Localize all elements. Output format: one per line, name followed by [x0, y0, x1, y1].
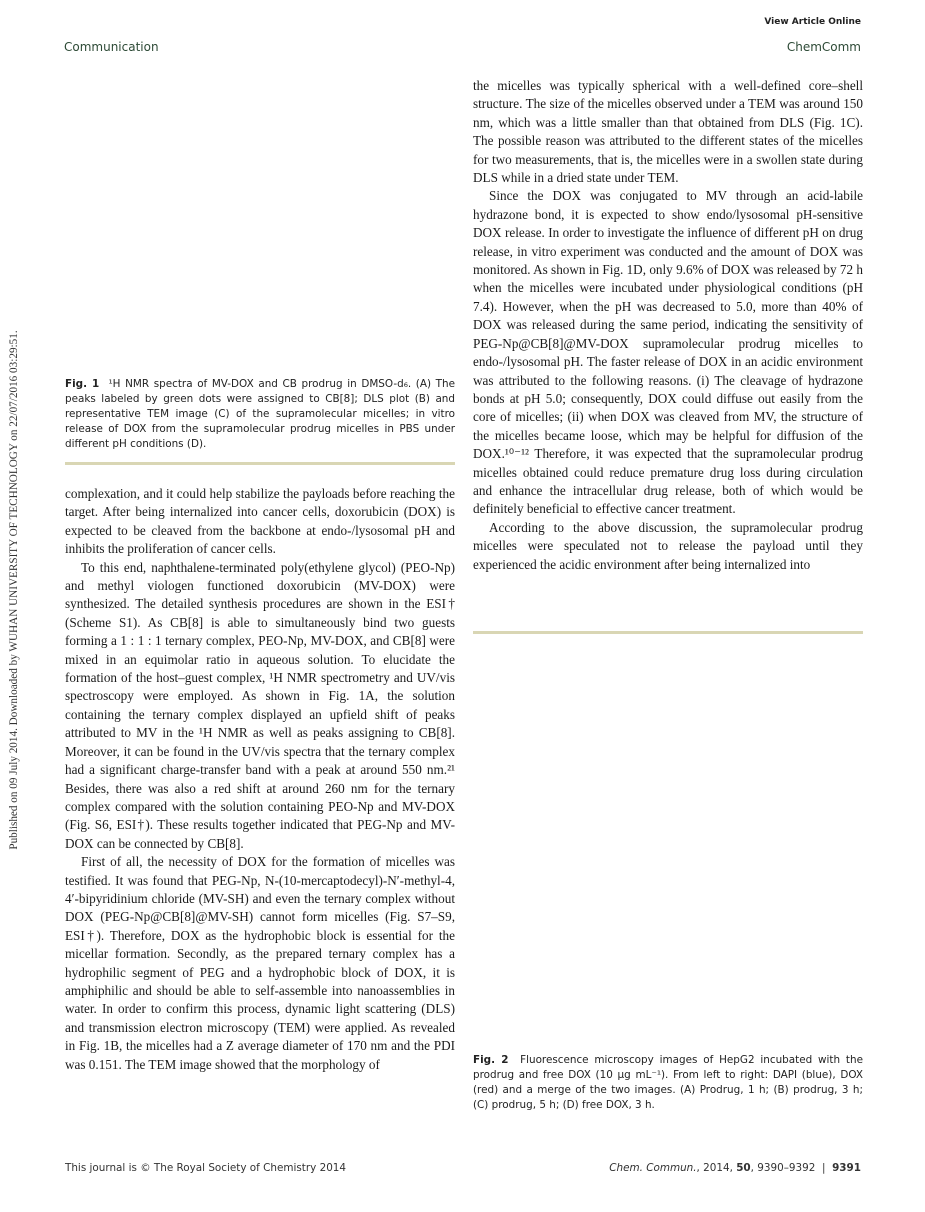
footer-copyright: This journal is © The Royal Society of Chemistry 2014 [65, 1162, 347, 1174]
pages: , 9390–9392 | [750, 1162, 833, 1174]
paragraph: First of all, the necessity of DOX for the formation of micelles was testified. It was found that PEG-Np, N-(10-mercaptodecyl)-N′-methyl-4, 4′-bipyridinium chloride (MV-SH) and even the ternary complex without DOX (PEG-Np@CB[8]@MV-SH) cannot form micelles (Fig. S7–S9, ESI†). Therefore, DOX as the hydrophobic block is essential for the micellar formation. Secondly, as the prepared ternary complex has a hydrophilic segment of PEG and a hydrophobic block of DOX, it is amphiphilic and should be able to self-assemble into nanoassemblies in water. In order to confirm this process, dynamic light scattering (DLS) and transmission electron microscopy (TEM) were applied. As revealed in Fig. 1B, the micelles had a Z average diameter of 170 nm and the PDI was 0.151. The TEM image showed that the morphology of [65, 854, 455, 1072]
volume: 50 [736, 1162, 751, 1174]
right-column [473, 77, 863, 574]
figure-2-divider [473, 631, 863, 634]
footer-citation [609, 1162, 861, 1174]
view-article-online-link[interactable]: View Article Online [764, 17, 861, 27]
figure-1-label: Fig. 1 [65, 378, 100, 390]
page-number: 9391 [832, 1162, 861, 1174]
figure-2-caption [473, 1053, 863, 1113]
year: , 2014, [696, 1162, 737, 1174]
figure-1-text: ¹H NMR spectra of MV-DOX and CB prodrug in DMSO-d₆. (A) The peaks labeled by green dots were assigned to CB[8]; DLS plot (B) and representative TEM image (C) of the supramolecular micelles; in vitro release of DOX from the supramolecular prodrug micelles in PBS under different pH conditions (D). [65, 378, 455, 450]
paragraph: To this end, naphthalene-terminated poly(ethylene glycol) (PEO-Np) and methyl viologen functioned doxorubicin (MV-DOX) were synthesized. The detailed synthesis procedures are shown in the ESI† (Scheme S1). As CB[8] is able to simultaneously bind two guests forming a 1 : 1 : 1 ternary complex, PEO-Np, MV-DOX, and CB[8] were mixed in an equimolar ratio in aqueous solution. To elucidate the formation of the host–guest complex, ¹H NMR spectrometry and UV/vis spectroscopy were employed. As shown in Fig. 1A, the solution containing the ternary complex displayed an upfield shift of peaks attributed to MV in the ¹H NMR as well as peaks assigning to CB[8]. Moreover, it can be found in the UV/vis spectra that the ternary complex had a significant charge-transfer band with a peak at around 550 nm.²¹ Besides, there was also a red shift at around 260 nm for the ternary complex compared with the solution containing PEO-Np and MV-DOX (Fig. S6, ESI†). These results together indicated that PEG-Np and MV-DOX can be connected by CB[8]. [65, 559, 455, 851]
paragraph: Since the DOX was conjugated to MV through an acid-labile hydrazone bond, it is expected to show endo/lysosomal pH-sensitive DOX release. In order to investigate the influence of different pH on drug release, in vitro experiment was conducted and the amount of DOX was monitored. As shown in Fig. 1D, only 9.6% of DOX was released by 72 h when the micelles were incubated under physiological conditions (pH 7.4). However, when the pH was decreased to 5.0, more than 40% of DOX was released during the same period, indicating the sensitivity of PEG-Np@CB[8]@MV-DOX supramolecular prodrug micelles to endo-/lysosomal pH. The faster release of DOX in an acidic environment was attributed to the following reasons. (i) The cleavage of hydrazone bonds at pH 5.0; consequently, DOX could diffuse out easily from the core of micelles; (ii) when DOX was cleaved from MV, the structure of the micelles became loose, which may be helpful for diffusion of the DOX.¹⁰⁻¹² Therefore, it was expected that the supramolecular prodrug micelles obtained could reduce premature drug loss during circulation and enhance the intracellular drug release, both of which would be definitely beneficial to effective cancer treatment. [473, 188, 863, 517]
paragraph: complexation, and it could help stabilize the payloads before reaching the target. After being internalized into cancer cells, doxorubicin (DOX) is expected to be cleaved from the backbone at endo-/lysosomal pH and inhibits the proliferation of cancer cells. [65, 486, 455, 557]
left-column [65, 485, 455, 1074]
journal-abbrev: Chem. Commun. [609, 1162, 697, 1174]
publication-note: Published on 09 July 2014. Downloaded by WUHAN UNIVERSITY OF TECHNOLOGY on 22/07/2016 03:29:51. [8, 330, 20, 850]
paragraph: According to the above discussion, the supramolecular prodrug micelles were speculated not to release the payload until they experienced the acidic environment after being internalized into [473, 519, 863, 572]
figure-1-divider [65, 462, 455, 465]
section-label: Communication [64, 40, 159, 54]
paragraph: the micelles was typically spherical with a well-defined core–shell structure. The size of the micelles observed under a TEM was around 150 nm, which was a little smaller than that obtained from DLS (Fig. 1C). The possible reason was attributed to the different states of the micelles for two measurements, that is, the micelles were in a swollen state during DLS while in a dried state under TEM. [473, 78, 863, 186]
figure-1-caption [65, 377, 455, 452]
journal-name: ChemComm [786, 40, 861, 54]
figure-2-label: Fig. 2 [473, 1054, 509, 1066]
figure-2-text: Fluorescence microscopy images of HepG2 incubated with the prodrug and free DOX (10 μg mL⁻¹). From left to right: DAPI (blue), DOX (red) and a merge of the two images. (A) Prodrug, 1 h; (B) prodrug, 3 h; (C) prodrug, 5 h; (D) free DOX, 3 h. [473, 1054, 863, 1111]
